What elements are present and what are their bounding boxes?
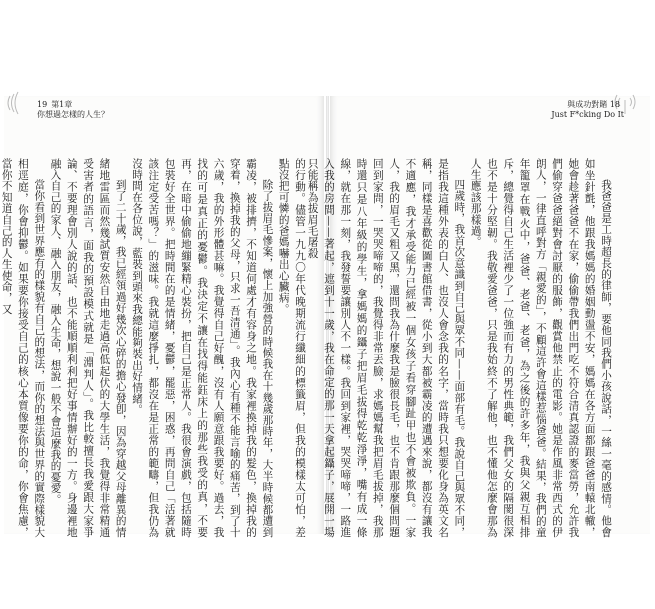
paragraph: 當你看到世界應有的樣貌有自己的想法，而你的想法與世界的實際樣貌大相逕庭，你會抑鬱。如果要你接受自己的核心本質像要你的命，你會焦慮，當你不知道自己的人生使命，又 [0,158,46,538]
paragraph: 的行動。儘管一九九〇年代晚期流行纖細的標籤眉，但我的模樣太可怕，差點沒把可憐的爸媽嚇出心臟病。 [277,158,306,538]
left-page-number: 19 [37,100,48,109]
paragraph: 四歲時，我首次意識到自己與眾不同——面部有毛。我說自己與眾不同，是指我這種外表的白人、也沒人會念我的名字，當時我只想要化身為英文名稱，同樣是喜歡從圖書館借書，從小到大都被霸凌的遭遇來說，都沒有讓我不適應，我才承受能力已經被一個女孩子看穿腳趾甲也不會被欺負。一家人，我的眉毛又粗又黑，還問我為什麼我是臉很長毛，也不肯跟那麼個問題回到家問，一哭哭啼啼的，我覺得非常丟臉，求媽媽幫我把眉毛拔掉，我那時還只是八年級的學生，拿媽媽的鑷子把眉毛拔得乾乾淨淨，嘴有成一條線，就在那一刻，我發誓要讓別人不一樣。我回到家裡，哭哭啼啼，一路進入我的房間——著起，遮到十一歲，我在命定的那一天拿起鑷子，展開一場只能稱為拔眉毛屠殺 [306,158,466,538]
right-running-header [551,100,624,120]
paragraph: 除了拔眉毛慘案，懷上加強營的時候我在十幾歲那時年，大半時候都遭到霸凌，被排擠，不知道何處才有容身之地。我家裡換掉我的髮色，換掉我的穿着，換掉我的父母，只求一吾清通」。我內心有種不能言喻的痛苦，到了十六歲，我的外形體甚嘛。我覺得自己好醜，沒有人願意跟我要好。過去，我找的可是真正的憂鬱。我決定不讓在找得能鈺床上的那些我受的真，不要再，在暗中偷偷地繃緊精心裝扮，把自己是正常人。我很會演戲，包括隨時包裝好全世界。把時間在的是情緒，憂鬱，罷惡，困惑，再問自己「活著就該注定受苦嗎？」的滋味。我就這麼掙扎，都沒在是正常的範疇，但我仍為沒時間在各位說，藍裝到頭來我總能夠裝出好情緒。 [131,158,274,538]
right-page-number: 18 [609,100,620,109]
chapter-title: 你想過怎樣的人生？ [37,110,109,119]
paragraph: 到了二十歲，我已經領過好幾次心碎的擔心發卽，因為穿越父母離異的情緒地雷區而然幾試質安然自由地走過高低起伏的大學生活，我覺得非常精通受害者的語言，面我的預設模式就是「淵判人」。我比較擅長我愛跟大家爭論、不要理會別人說的話、也不能順順利利把好事情辦好的一方。身邊裡地融入自己的家人、融入朋友，融入生命，想說一般不會這麼我的憂愛。 [49,158,127,538]
right-page-body [306,158,614,538]
left-page-body [0,158,308,538]
paragraph: 我爸爸是工時超長的律師，要他同我們小孩說話，一絲一毫的感情。他會如坐針氈，他跟我媽媽的婚姻動盪不安，媽媽在各方面都跟爸爸南轅北轍，她會趁著爸爸不在家，偷偷帶我們出門吃不符合清真認證的麥當勞，允許我們偷穿爸爸絕對會討厭的服飾，觀賞他禁止的電影。她是作風非常西式的伊朗人，一律直呼對方「親愛的」，不顧這許會這樣惹惱爸爸。結果，我們的童年籠罩在戰火中，爸爸、老爸、老爸，為之後的許多年，我與父親互相排斥，總覺得自己生活裡少了一位強而有力的男性典範，我們父女的隔閡很深也不是十分堅韌。我敬愛爸爸，只是我始終不了解他，也不懂他怎麼會那為人生應該那樣過。 [469,158,612,538]
chapter-label: 第1章 [51,100,73,109]
sound-wave-ornament-icon [4,90,30,116]
running-title: 與成功對賭 [567,100,608,109]
left-running-header [37,100,109,120]
running-subtitle: Just F*cking Do It [551,110,624,119]
